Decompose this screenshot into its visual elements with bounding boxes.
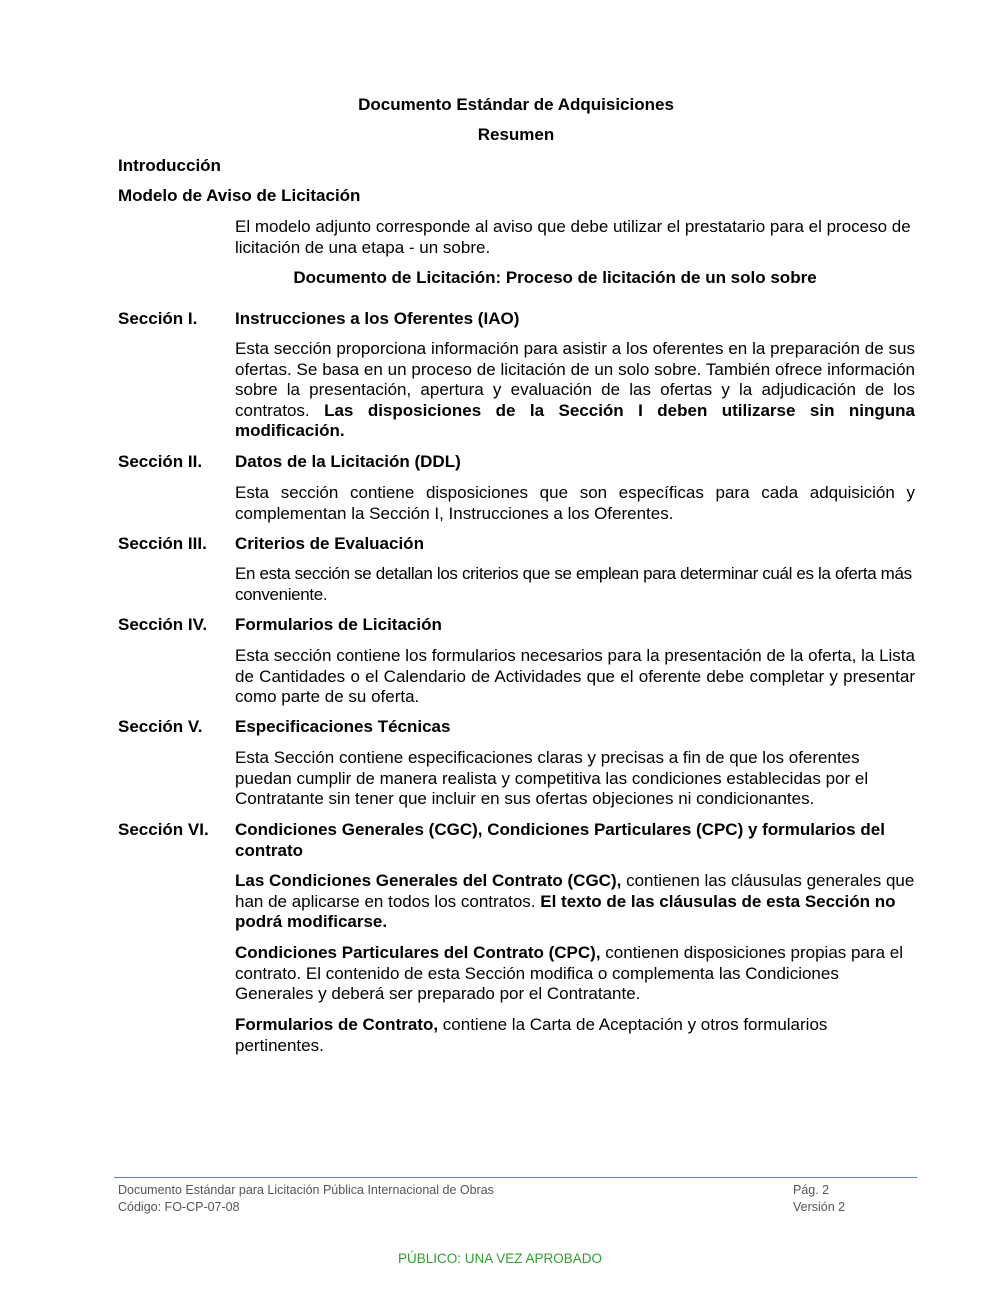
model-heading: Modelo de Aviso de Licitación	[118, 186, 361, 205]
section-6-paragraph-2	[235, 943, 915, 1005]
section-6-number: Sección VI.	[118, 820, 209, 839]
section-4-text: Esta sección contiene los formularios necesarios para la presentación de la oferta, la Lista de Cantidades o el Calendario de Actividades que el oferente debe completar y presentar como parte de su oferta.	[235, 646, 915, 707]
intro-heading: Introducción	[118, 156, 221, 175]
section-6-paragraph-1	[235, 871, 915, 933]
section-1-body: Esta sección proporciona información para asistir a los oferentes en la preparación de sus ofertas. Se basa en un proceso de licitación de un solo sobre. También ofrece información sobre la presentación, apertura y evaluación de las ofertas y la adjudicación de los contratos.	[235, 339, 915, 420]
doc-heading: Documento de Licitación: Proceso de licitación de un solo sobre	[293, 268, 817, 287]
cgc-tail: El texto de las cláusulas de esta Sección no podrá modificarse.	[235, 891, 896, 932]
section-6-title: Condiciones Generales (CGC), Condiciones Particulares (CPC) y formularios del contrato	[235, 820, 885, 860]
document-title: Documento Estándar de Adquisiciones	[358, 95, 674, 114]
section-1-text	[235, 339, 915, 442]
section-2-title: Datos de la Licitación (DDL)	[235, 452, 461, 471]
section-4-number: Sección IV.	[118, 615, 208, 634]
footer-version: Versión 2	[793, 1200, 846, 1214]
cpc-text: contienen disposiciones propias para el contrato. El contenido de esta Sección modifica o complementa las Condiciones Generales y deberá ser preparado por el Contratante.	[235, 943, 903, 1004]
footer-page-number: Pág. 2	[793, 1183, 830, 1197]
document-subtitle: Resumen	[477, 125, 555, 144]
section-3-text: En esta sección se detallan los criterios que se emplean para determinar cuál es la oferta más conveniente.	[235, 564, 912, 604]
footer-code: Código: FO-CP-07-08	[118, 1200, 240, 1214]
cgc-lead: Las Condiciones Generales del Contrato (CGC),	[235, 871, 622, 890]
forms-text: contiene la Carta de Aceptación y otros formularios pertinentes.	[235, 1015, 828, 1055]
section-4-title: Formularios de Licitación	[235, 615, 442, 634]
forms-lead: Formularios de Contrato,	[235, 1015, 439, 1034]
section-6-paragraph-3	[235, 1015, 915, 1056]
section-5-title: Especificaciones Técnicas	[235, 717, 451, 736]
section-5-number: Sección V.	[118, 717, 203, 736]
footer-rule	[114, 1177, 917, 1178]
section-2-number: Sección II.	[118, 452, 203, 471]
section-3-title: Criterios de Evaluación	[235, 534, 424, 553]
footer-doc-name: Documento Estándar para Licitación Pública Internacional de Obras	[118, 1183, 494, 1197]
section-1-body-bold: Las disposiciones de la Sección I deben utilizarse sin ninguna modificación.	[235, 400, 915, 441]
cpc-lead: Condiciones Particulares del Contrato (CPC),	[235, 943, 601, 962]
model-text: El modelo adjunto corresponde al aviso que debe utilizar el prestatario para el proceso de licitación de una etapa - un sobre.	[235, 217, 911, 257]
footer-classification: PÚBLICO: UNA VEZ APROBADO	[397, 1251, 603, 1266]
cgc-text: contienen las cláusulas generales que han de aplicarse en todos los contratos.	[235, 871, 915, 911]
section-2-text: Esta sección contiene disposiciones que son específicas para cada adquisición y complementan la Sección I, Instrucciones a los Oferentes.	[235, 483, 915, 523]
section-1-number: Sección I.	[118, 309, 198, 328]
section-1-title: Instrucciones a los Oferentes (IAO)	[235, 309, 520, 328]
section-3-number: Sección III.	[118, 534, 207, 553]
section-5-text: Esta Sección contiene especificaciones claras y precisas a fin de que los oferentes puedan cumplir de manera realista y competitiva las condiciones establecidas por el Contratante sin tener que incluir en sus ofertas objeciones ni condicionantes.	[235, 748, 869, 809]
